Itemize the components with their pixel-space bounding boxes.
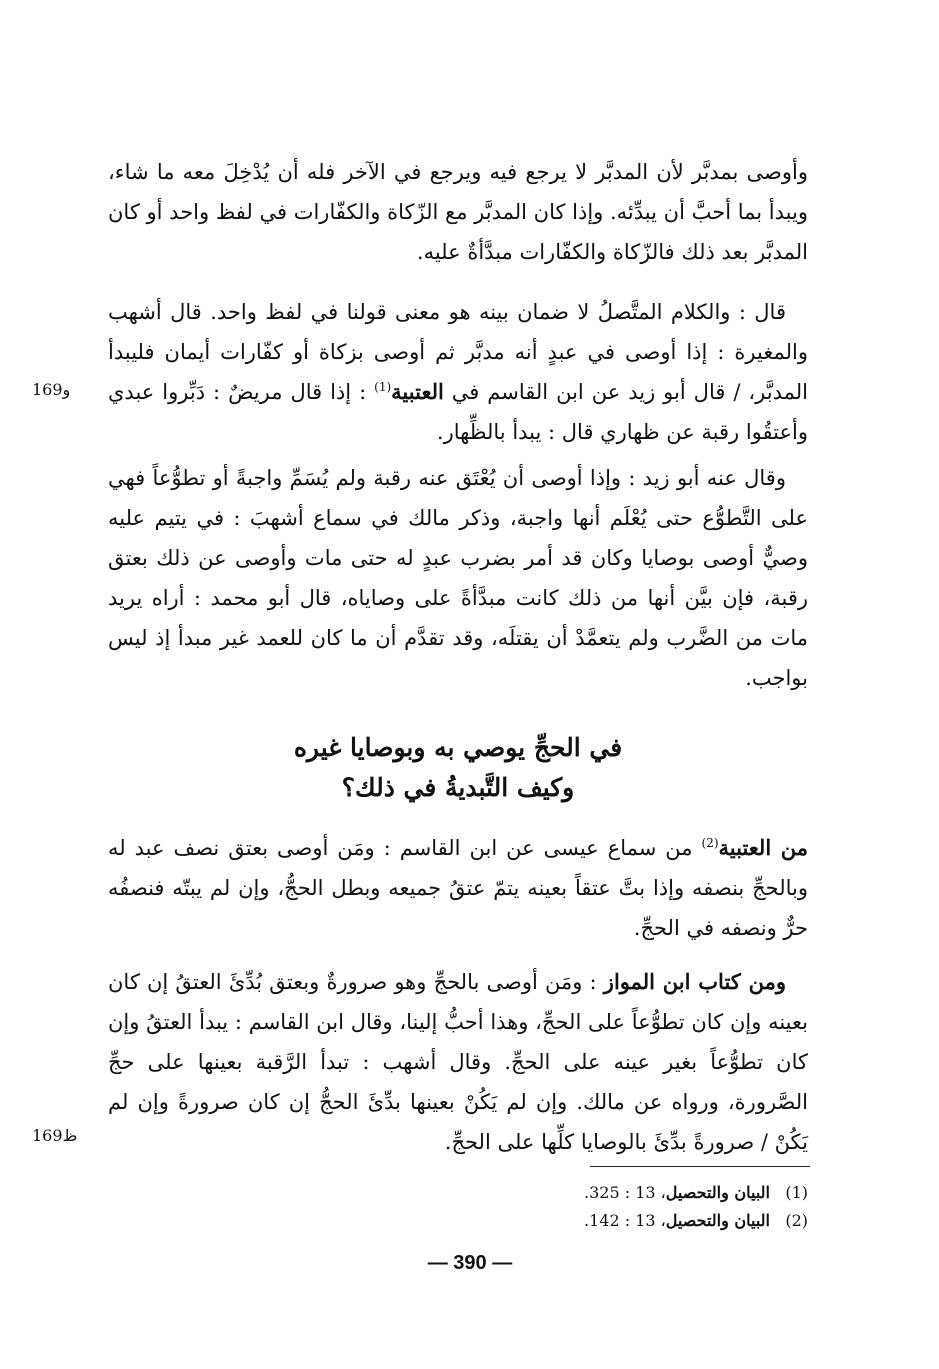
- margin-folio-note-recto: 169و: [32, 380, 71, 399]
- paragraph-text-part: من سماع عيسى عن ابن القاسم : ومَن أوصى بعتق نصف عبد له وبالحجِّ بنصفه وإذا بتَّ عتقاً بعينه يتمّ عتقُ جميعه وبطل الحجُّ، وإن لم يبتّه فنصفُه حرٌّ ونصفه في الحجِّ.: [108, 836, 808, 940]
- footnote-reference: ، 13 : 325.: [583, 1183, 666, 1202]
- paragraph-text: وقال عنه أبو زيد : وإذا أوصى أن يُعْتَق عنه رقبة ولم يُسَمِّ واجبةً أو تطوُّعاً فهي على التَّطوُّع حتى يُعْلَم أنها واجبة، وذكر مالك في سماع أشهبَ : في يتيم عليه وصيٌّ أوصى بوصايا وكان قد أمر بضرب عبدٍ له حتى مات وأوصى عن ذلك بعتق رقبة، فإن بيَّن أنها من ذلك كانت مبدَّأةً على وصاياه، قال أبو محمد : أراه يريد مات من الضَّرب ولم يتعمَّدْ أن يقتلَه، وقد تقدَّم أن ما كان للعمد غير مبدأ إذ ليس بواجب.: [108, 466, 808, 690]
- footnote-number: (2): [785, 1211, 808, 1230]
- paragraph-text: [108, 292, 808, 452]
- paragraph-text-part: : ومَن أوصى بالحجِّ وهو صرورةٌ وبعتق بُدِّئَ العتقُ إن كان بعينه وإن كان تطوُّعاً على الحجِّ، وهذا أحبُّ إلينا، وقال ابن القاسم : يبدأ العتقُ وإن كان تطوُّعاً بغير عينه على الحجِّ. وقال أشهب : تبدأ الرَّقبة بعينها على حجِّ الصَّرورة، ورواه عن مالك. وإن لم يَكُنْ بعينها بدِّئَ الحجُّ إن كان صرورةً وإن لم يَكُنْ / صرورةً بدِّئَ بالوصايا كلِّها على الحجِّ.: [108, 970, 808, 1154]
- paragraph-text: [108, 828, 808, 948]
- footnote-source: البيان والتحصيل: [665, 1183, 770, 1202]
- book-title-alutbiya: العتبية: [391, 379, 444, 404]
- paragraph-text-part: : إذا قال مريضٌ : دَبِّروا عبدي وأعتقُوا رقبة عن ظهاري قال : يبدأ بالظِّهار.: [108, 380, 808, 444]
- book-title-ibn-almawaz: ومن كتاب ابن المواز: [603, 969, 786, 994]
- paragraph-text: وأوصى بمدبَّر لأن المدبَّر لا يرجع فيه ويرجع في الآخر فله أن يُدْخِلَ معه ما شاء، ويبدأ بما أحبَّ أن يبدِّئه. وإذا كان المدبَّر مع الزّكاة والكفّارات في لفظ واحد أو كان المدبَّر بعد ذلك فالزّكاة والكفّارات مبدَّأةٌ عليه.: [108, 160, 808, 264]
- footnote-source: البيان والتحصيل: [665, 1211, 770, 1230]
- margin-folio-note-verso: 169ظ: [32, 1126, 78, 1145]
- section-heading-line-2: وكيف التَّبديةُ في ذلك؟: [341, 773, 575, 802]
- footnote-number: (1): [785, 1183, 808, 1202]
- footnote-reference: ، 13 : 142.: [583, 1211, 666, 1230]
- footnote-separator: [590, 1166, 810, 1167]
- paragraph-text-part: قال : والكلام المتَّصلُ لا ضمان بينه هو معنى قولنا في لفظ واحد. قال أشهب والمغيرة : إذا أوصى في عبدٍ أنه مدبَّر ثم أوصى بزكاة أو كفّارات أيمان فليبدأ المدبَّر، / قال أبو زيد عن ابن القاسم في: [108, 300, 808, 404]
- body-paragraph-4: [108, 828, 808, 948]
- footnote-2: [440, 1208, 808, 1234]
- paragraph-text: [108, 962, 808, 1162]
- body-paragraph-1: [108, 152, 808, 272]
- page-number: — 390 —: [427, 1252, 513, 1274]
- body-paragraph-5: [108, 962, 808, 1162]
- footnote-1: [440, 1180, 808, 1206]
- book-title-alutbiya: من العتبية: [718, 835, 809, 860]
- footnote-marker-1: (1): [374, 380, 392, 394]
- body-paragraph-2: [108, 292, 808, 452]
- body-paragraph-3: [108, 458, 808, 698]
- section-heading-line-1: في الحجِّ يوصي به وبوصايا غيره: [293, 733, 623, 762]
- footnote-marker-2: (2): [701, 836, 719, 850]
